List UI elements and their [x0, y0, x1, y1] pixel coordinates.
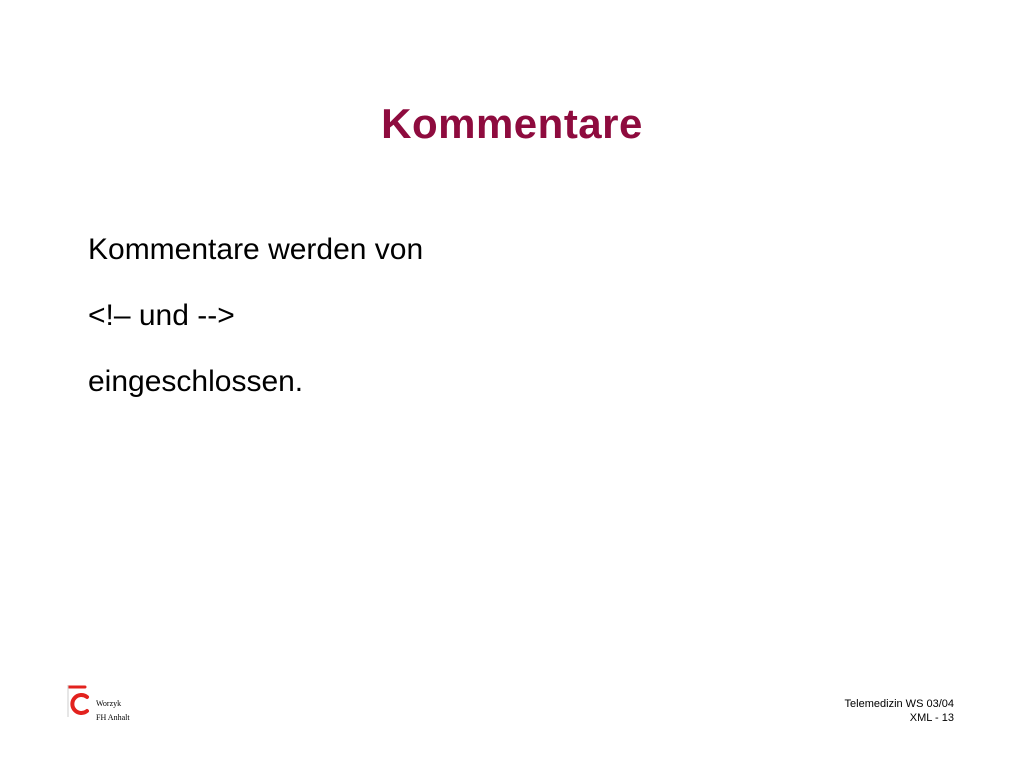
body-line: <!– und -->	[88, 299, 235, 332]
fh-anhalt-logo-icon	[67, 683, 91, 719]
footer-course-block	[845, 697, 954, 725]
body-line: eingeschlossen.	[88, 365, 304, 398]
footer-author-block	[96, 697, 130, 725]
slide-title: Kommentare	[381, 100, 643, 147]
footer-author: Worzyk	[96, 699, 122, 708]
slide-body	[88, 226, 948, 424]
footer-course: Telemedizin WS 03/04	[844, 698, 954, 710]
body-line: Kommentare werden von	[88, 233, 424, 266]
footer-institution: FH Anhalt	[96, 713, 130, 722]
footer-page-number: XML - 13	[909, 712, 954, 724]
